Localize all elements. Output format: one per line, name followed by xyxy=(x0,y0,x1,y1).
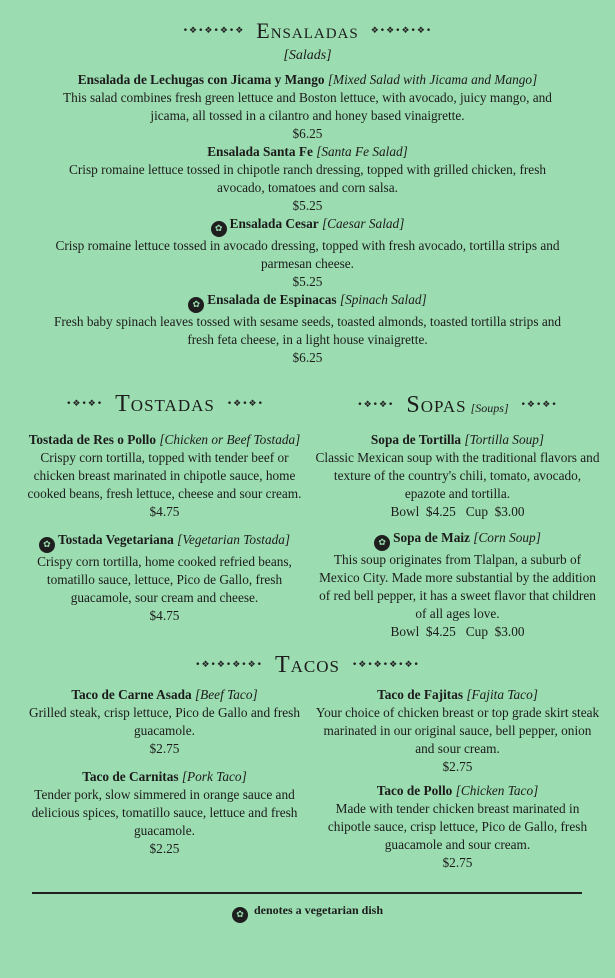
menu-item xyxy=(315,782,600,872)
item-translation: [Pork Taco] xyxy=(181,769,247,784)
ensaladas-header xyxy=(0,20,615,42)
item-price: $2.75 xyxy=(442,759,473,774)
item-translation: [Caesar Salad] xyxy=(321,216,405,231)
item-name: Tostada Vegetariana xyxy=(57,532,174,547)
item-translation: [Corn Soup] xyxy=(473,530,541,545)
item-price: $6.25 xyxy=(292,126,323,141)
item-description: Classic Mexican soup with the traditional flavors and texture of the country's chili, tomato, avocado, epazote and tortilla. xyxy=(315,450,600,501)
tacos-title: Tacos xyxy=(274,652,340,678)
item-translation: [Chicken or Beef Tostada] xyxy=(159,432,301,447)
item-name: Ensalada de Espinacas xyxy=(207,292,337,307)
tostadas-list xyxy=(22,431,307,625)
sopas-subtitle: [Soups] xyxy=(470,401,509,415)
item-description: Tender pork, slow simmered in orange sauce and delicious spices, tomatillo sauce, lettuce and fresh guacamole. xyxy=(31,787,298,838)
sopas-header xyxy=(315,393,600,417)
menu-item xyxy=(50,71,565,143)
item-price: Bowl $4.25 Cup $3.00 xyxy=(390,624,525,639)
item-name: Taco de Pollo xyxy=(376,783,453,798)
ornament-left: •❖•❖•❖•❖• xyxy=(195,660,263,670)
menu-item xyxy=(315,529,600,641)
item-price: $2.25 xyxy=(149,841,180,856)
menu-item xyxy=(22,531,307,625)
item-translation: [Fajita Taco] xyxy=(466,687,538,702)
item-description: Grilled steak, crisp lettuce, Pico de Gallo and fresh guacamole. xyxy=(28,705,301,738)
ornament-right: ❖•❖•❖•❖• xyxy=(370,26,433,36)
item-name: Sopa de Tortilla xyxy=(370,432,462,447)
item-translation: [Spinach Salad] xyxy=(339,292,427,307)
vegetarian-leaf-icon: ✿ xyxy=(232,907,248,923)
item-price: Bowl $4.25 Cup $3.00 xyxy=(390,504,525,519)
menu-item xyxy=(22,768,307,858)
item-translation: [Chicken Taco] xyxy=(455,783,539,798)
ensaladas-list xyxy=(50,71,565,367)
vegetarian-leaf-icon: ✿ xyxy=(211,221,227,237)
item-price: $5.25 xyxy=(292,198,323,213)
item-price: $6.25 xyxy=(292,350,323,365)
sopas-title: Sopas xyxy=(406,392,467,418)
menu-item xyxy=(22,431,307,521)
tostadas-header xyxy=(20,392,310,416)
item-price: $2.75 xyxy=(442,855,473,870)
item-translation: [Tortilla Soup] xyxy=(464,432,545,447)
menu-item xyxy=(50,215,565,291)
item-price: $4.75 xyxy=(149,608,180,623)
menu-item xyxy=(315,686,600,776)
ornament-right: •❖•❖• xyxy=(520,400,558,410)
item-price: $5.25 xyxy=(292,274,323,289)
tostadas-title: Tostadas xyxy=(115,391,215,417)
vegetarian-leaf-icon: ✿ xyxy=(374,535,390,551)
item-description: Crisp romaine lettuce tossed in chipotle ranch dressing, topped with grilled chicken, fresh avocado, tomatoes and corn salsa. xyxy=(68,162,547,195)
item-translation: [Santa Fe Salad] xyxy=(316,144,408,159)
item-name: Sopa de Maiz xyxy=(393,530,470,545)
item-description: This salad combines fresh green lettuce and Boston lettuce, with avocado, juicy mango, and jicama, all tossed in a cilantro and honey based vinaigrette. xyxy=(63,90,552,123)
tacos-right-list xyxy=(315,686,600,872)
ensaladas-subtitle: [Salads] xyxy=(283,48,332,63)
tacos-header xyxy=(0,653,615,677)
item-description: Fresh baby spinach leaves tossed with sesame seeds, toasted almonds, toasted tortilla strips and fresh feta cheese, in a light house vinaigrette. xyxy=(53,314,562,347)
menu-item xyxy=(315,431,600,521)
ensaladas-title: Ensaladas xyxy=(256,18,359,43)
item-description: Made with tender chicken breast marinated in chipotle sauce, crisp lettuce, Pico de Gallo, fresh guacamole and sour cream. xyxy=(327,801,588,852)
ornament-left: •❖•❖•❖•❖ xyxy=(182,26,245,36)
item-description: Crispy corn tortilla, topped with tender beef or chicken breast marinated in chipotle sauce, home cooked beans, fresh lettuce, cheese and sour cream. xyxy=(27,450,302,501)
item-description: This soup originates from Tlalpan, a suburb of Mexico City. Made more substantial by the addition of red bell pepper, it has a sweet flavor that children of all ages love. xyxy=(319,552,596,621)
item-price: $2.75 xyxy=(149,741,180,756)
item-name: Ensalada Santa Fe xyxy=(207,144,313,159)
ornament-right: •❖•❖• xyxy=(226,399,264,409)
sopas-title-group xyxy=(406,393,508,417)
item-name: Taco de Carne Asada xyxy=(71,687,192,702)
item-translation: [Vegetarian Tostada] xyxy=(177,532,291,547)
sopas-list xyxy=(315,431,600,641)
item-name: Taco de Carnitas xyxy=(82,769,179,784)
menu-item xyxy=(50,291,565,367)
ornament-left: •❖•❖• xyxy=(357,400,395,410)
menu-item xyxy=(22,686,307,758)
ornament-left: •❖•❖• xyxy=(66,399,104,409)
item-description: Your choice of chicken breast or top grade skirt steak marinated in our original sauce, bell pepper, onion and sour cream. xyxy=(315,705,600,756)
tacos-left-list xyxy=(22,686,307,858)
vegetarian-leaf-icon: ✿ xyxy=(188,297,204,313)
item-name: Ensalada Cesar xyxy=(229,216,319,231)
item-name: Taco de Fajitas xyxy=(377,687,464,702)
vegetarian-footnote xyxy=(0,903,615,923)
item-translation: [Beef Taco] xyxy=(194,687,258,702)
item-description: Crisp romaine lettuce tossed in avocado dressing, topped with fresh avocado, tortilla strips and parmesan cheese. xyxy=(55,238,560,271)
vegetarian-leaf-icon: ✿ xyxy=(39,537,55,553)
item-name: Ensalada de Lechugas con Jicama y Mango xyxy=(77,72,325,87)
footnote-text: denotes a vegetarian dish xyxy=(254,903,383,917)
item-translation: [Mixed Salad with Jicama and Mango] xyxy=(327,72,538,87)
item-description: Crispy corn tortilla, home cooked refried beans, tomatillo sauce, lettuce, Pico de Gallo, fresh guacamole, sour cream and cheese. xyxy=(37,554,292,605)
menu-item xyxy=(50,143,565,215)
footer-divider xyxy=(32,892,582,894)
item-price: $4.75 xyxy=(149,504,180,519)
ornament-right: •❖•❖•❖•❖• xyxy=(352,660,420,670)
item-name: Tostada de Res o Pollo xyxy=(28,432,157,447)
